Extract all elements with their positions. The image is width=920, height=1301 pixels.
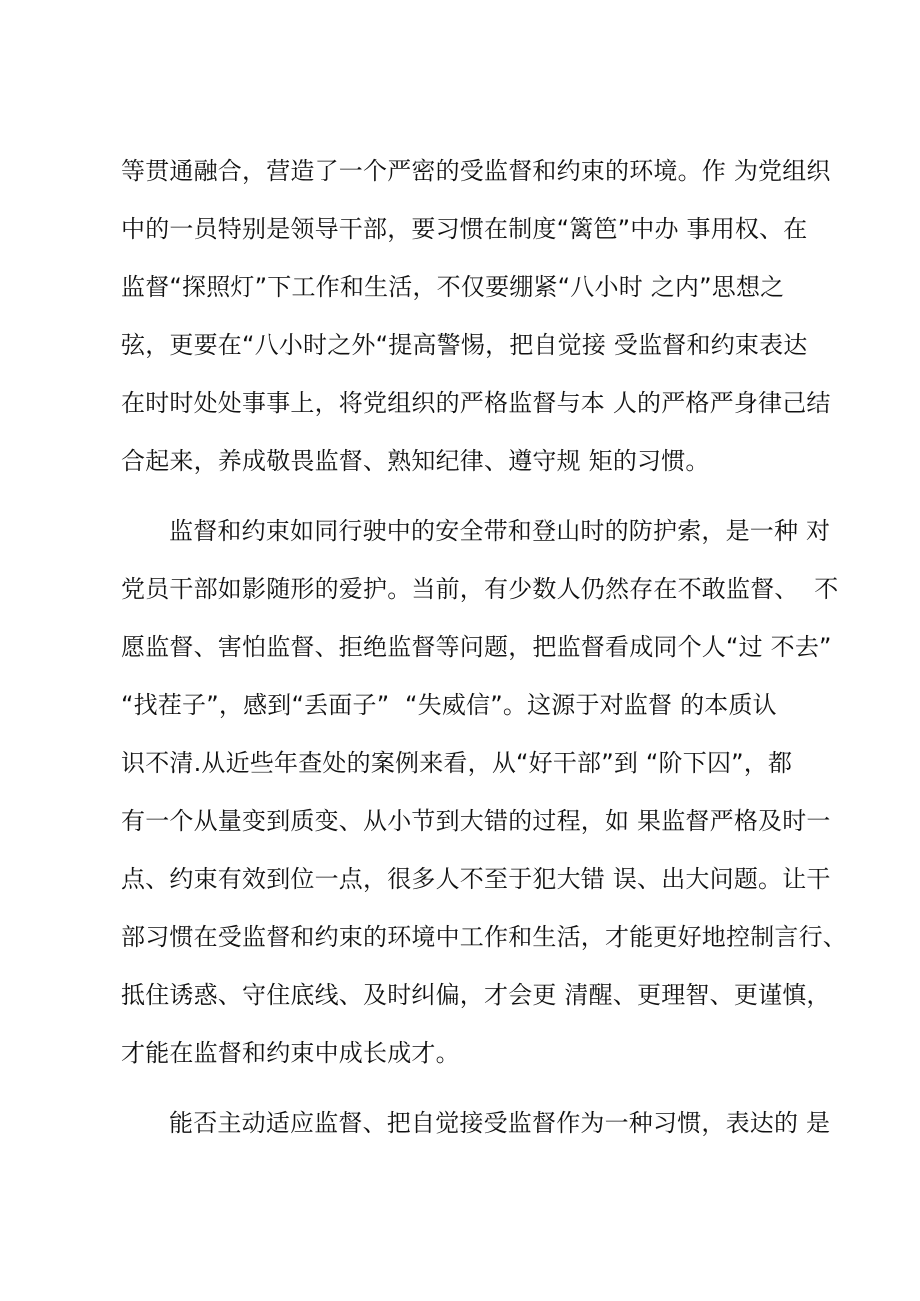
document-body xyxy=(121,142,847,1152)
paragraph-line: 能否主动适应监督、把自觉接受监督作为一种习惯，表达的 是 xyxy=(169,1109,831,1137)
paragraph-1 xyxy=(121,142,831,490)
paragraph-3 xyxy=(121,1094,831,1152)
paragraph-line: 部习惯在受监督和约束的环境中工作和生活，才能更好地控制言行、 xyxy=(121,923,847,951)
paragraph-line: 监督和约束如同行驶中的安全带和登山时的防护索，是一种 对 xyxy=(169,517,831,545)
paragraph-line: 点、约束有效到位一点，很多人不至于犯大错 误、出大问题。让干 xyxy=(121,865,831,893)
paragraph-line: 等贯通融合，营造了一个严密的受监督和约束的环境。作 为党组织 xyxy=(121,157,831,185)
paragraph-2 xyxy=(121,502,847,1082)
paragraph-line: 弦，更要在“八小时之外“提高警惕，把自觉接 受监督和约束表达 xyxy=(121,331,808,359)
paragraph-line: 中的一员特别是领导干部，要习惯在制度“篱笆”中办 事用权、在 xyxy=(121,215,808,243)
paragraph-line: 识不清.从近些年查处的案例来看，从“好干部”到 “阶下囚”，都 xyxy=(121,749,793,777)
paragraph-line: 在时时处处事事上，将党组织的严格监督与本 人的严格严身律己结 xyxy=(121,389,831,417)
paragraph-line: 才能在监督和约束中成长成才。 xyxy=(121,1039,460,1067)
paragraph-line: 监督“探照灯”下工作和生活，不仅要绷紧“八小时 之内”思想之 xyxy=(121,273,785,301)
paragraph-line: 愿监督、害怕监督、拒绝监督等问题，把监督看成同个人“过 不去” xyxy=(121,633,832,661)
paragraph-line: “找茬子”，感到“丢面子” “失威信”。这源于对监督 的本质认 xyxy=(121,691,777,719)
paragraph-line: 抵住诱惑、守住底线、及时纠偏，才会更 清醒、更理智、更谨慎， xyxy=(121,981,831,1009)
paragraph-line: 有一个从量变到质变、从小节到大错的过程，如 果监督严格及时一 xyxy=(121,807,831,835)
paragraph-line: 党员干部如影随形的爱护。当前，有少数人仍然存在不敢监督、 不 xyxy=(121,575,839,603)
paragraph-line: 合起来，养成敬畏监督、熟知纪律、遵守规 矩的习惯。 xyxy=(121,447,710,475)
